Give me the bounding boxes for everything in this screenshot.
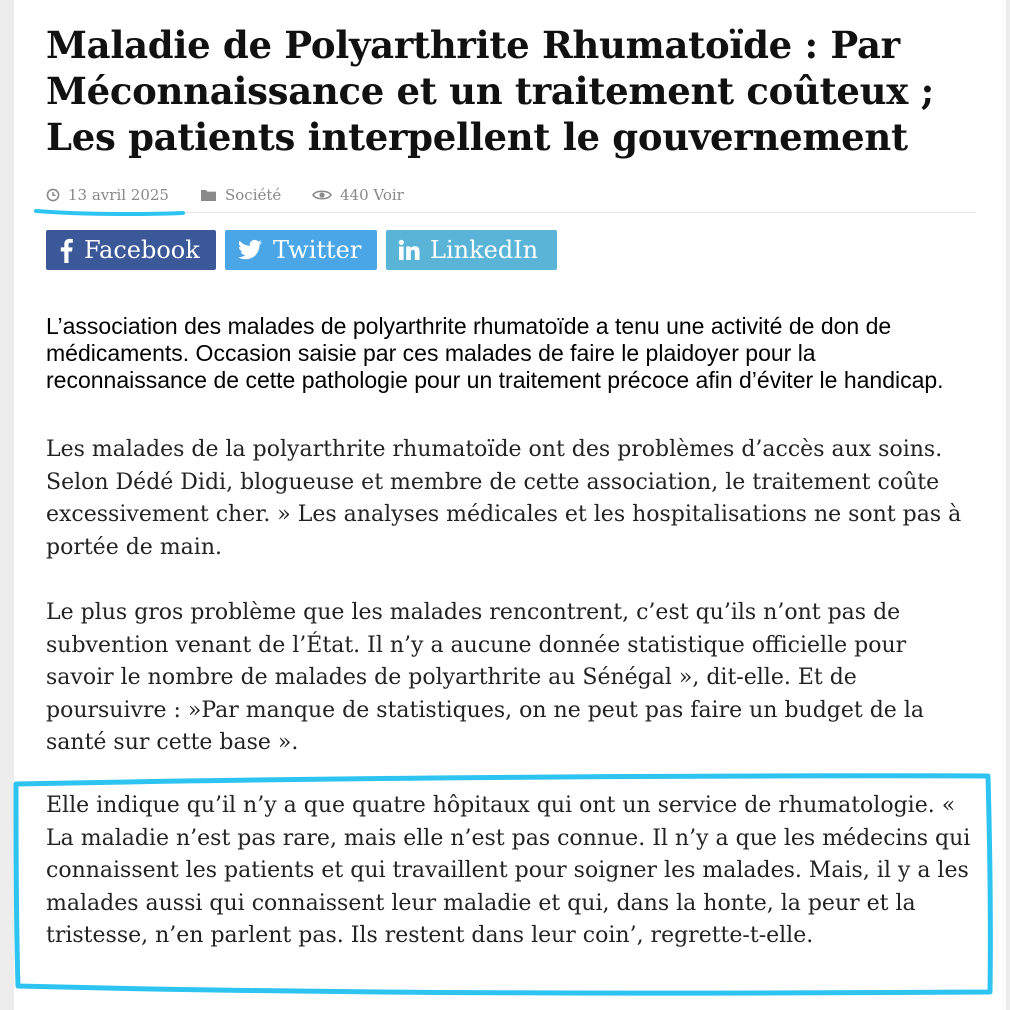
meta-views <box>312 186 404 204</box>
article-paragraph: Les malades de la polyarthrite rhumatoïde ont des problèmes d’accès aux soins. Selon Dédé Didi, blogueuse et membre de cette association, le traitement coûte excessivement cher. » Les analyses médicales et les hospitalisations ne sont pas à portée de main. <box>46 437 962 560</box>
facebook-icon <box>58 237 74 263</box>
clock-icon <box>46 188 60 202</box>
date-highlight-underline <box>34 206 186 218</box>
article-paragraph: Le plus gros problème que les malades rencontrent, c’est qu’ils n’ont pas de subvention venant de l’État. Il n’y a aucune donnée statistique officielle pour savoir le nombre de malades de polyarthrite au Sénégal », dit-elle. Et de poursuivre : »Par manque de statistiques, on ne peut pas faire un budget de la santé sur cette base ». <box>46 600 924 756</box>
eye-icon <box>312 188 332 202</box>
share-facebook-button[interactable] <box>46 230 216 270</box>
meta-date[interactable] <box>46 186 169 204</box>
share-twitter-button[interactable] <box>225 230 377 270</box>
meta-category[interactable] <box>200 186 281 204</box>
meta-category-text: Société <box>225 186 282 204</box>
meta-date-text: 13 avril 2025 <box>68 186 169 204</box>
share-linkedin-label: LinkedIn <box>430 236 539 264</box>
twitter-icon <box>237 239 263 261</box>
meta-views-text: 440 Voir <box>340 186 404 204</box>
article-lead: L’association des malades de polyarthrite rhumatoïde a tenu une activité de don de médicaments. Occasion saisie par ces malades de faire le plaidoyer pour la reconnaissance de cette pathologie pour un traitement précoce afin d’éviter le handicap. <box>46 313 944 393</box>
share-twitter-label: Twitter <box>273 236 362 264</box>
share-facebook-label: Facebook <box>84 236 200 264</box>
article-title: Maladie de Polyarthrite Rhumatoïde : Par Méconnaissance et un traitement coûteux ; Les patients interpellent le gouvernement <box>46 23 934 159</box>
paragraph-highlight-box <box>12 772 994 998</box>
article-paragraph: Elle indique qu’il n’y a que quatre hôpitaux qui ont un service de rhumatologie. « La maladie n’est pas rare, mais elle n’est pas connue. Il n’y a que les médecins qui connaissent les patients et qui travaillent pour soigner les malades. Mais, il y a les malades aussi qui connaissent leur maladie et qui, dans la honte, la peur et la tristesse, n’en parlent pas. Ils restent dans leur coin’, regrette-t-elle. <box>46 793 971 949</box>
folder-icon <box>200 188 217 202</box>
share-linkedin-button[interactable] <box>386 230 557 270</box>
linkedin-icon <box>398 239 420 261</box>
